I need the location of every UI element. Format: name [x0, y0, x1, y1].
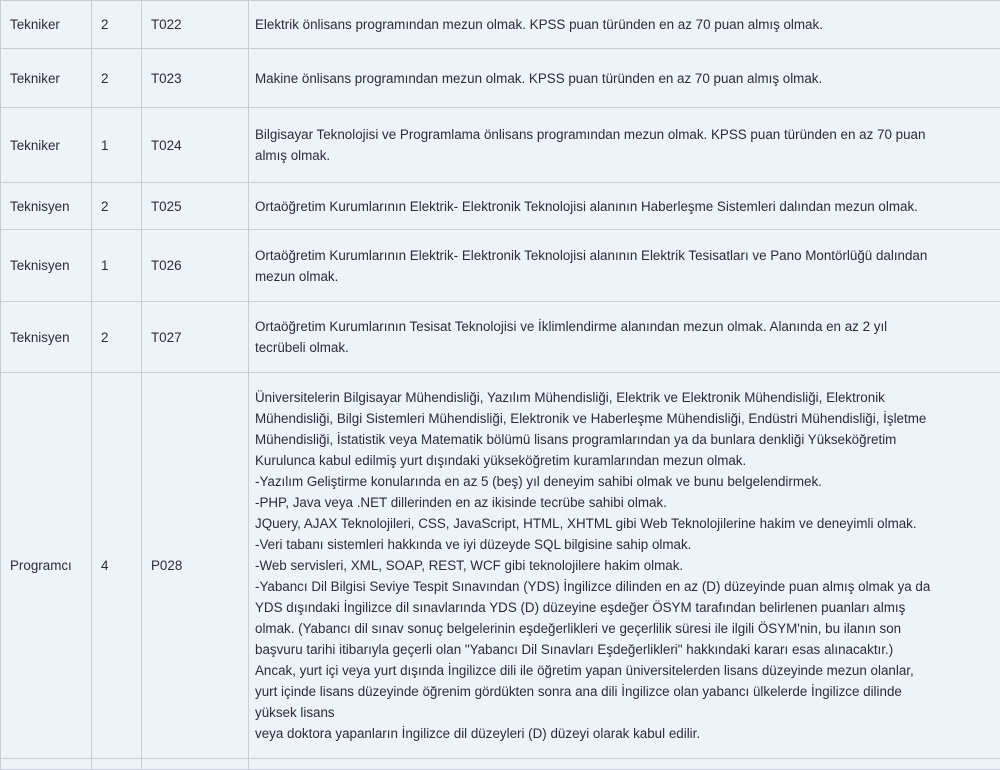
position-title: Tekniker: [1, 108, 92, 183]
requirement-line: Ortaöğretim Kurumlarının Elektrik- Elektronik Teknolojisi alanının Elektrik Tesisatları ve Pano Montörlüğü dalından: [255, 245, 994, 266]
position-code: T023: [142, 49, 249, 108]
requirement-line: Kurulunca kabul edilmiş yurt dışındaki yükseköğretim kuramlarından mezun olmak.: [255, 450, 994, 471]
position-count: 2: [92, 1, 142, 49]
requirement-line: Ancak, yurt içi veya yurt dışında İngilizce dili ile öğretim yapan üniversitelerden lisans düzeyinde mezun olanlar,: [255, 660, 994, 681]
position-title: Teknisyen: [1, 183, 92, 230]
table-row: [1, 230, 1000, 302]
position-requirements: [249, 108, 1000, 183]
table-row: [1, 108, 1000, 183]
position-code: P028: [142, 373, 249, 759]
requirement-line: -Yazılım Geliştirme konularında en az 5 (beş) yıl deneyim sahibi olmak ve bunu belgelendirmek.: [255, 471, 994, 492]
empty-cell: [249, 759, 1000, 770]
requirement-line: olmak. (Yabancı dil sınav sonuç belgelerinin eşdeğerlikleri ve geçerlilik süresi ile ilgili ÖSYM'nin, bu ilanın son: [255, 618, 994, 639]
requirement-line: JQuery, AJAX Teknolojileri, CSS, JavaScript, HTML, XHTML gibi Web Teknolojilerine hakim ve deneyimli olmak.: [255, 513, 994, 534]
table-row: [1, 49, 1000, 108]
position-code: T026: [142, 230, 249, 302]
requirement-line: yüksek lisans: [255, 702, 994, 723]
position-count: 1: [92, 230, 142, 302]
requirement-line: Elektrik önlisans programından mezun olmak. KPSS puan türünden en az 70 puan almış olmak.: [255, 14, 994, 35]
table-row: [1, 183, 1000, 230]
position-requirements: [249, 1, 1000, 49]
requirement-line: Ortaöğretim Kurumlarının Elektrik- Elektronik Teknolojisi alanının Haberleşme Sistemleri dalından mezun olmak.: [255, 196, 994, 217]
position-requirements: [249, 302, 1000, 373]
position-code: T024: [142, 108, 249, 183]
empty-cell: [142, 759, 249, 770]
table-row: [1, 302, 1000, 373]
requirement-line: YDS dışındaki İngilizce dil sınavlarında YDS (D) düzeyine eşdeğer ÖSYM tarafından belirlenen puanları almış: [255, 597, 994, 618]
position-requirements: [249, 183, 1000, 230]
position-count: 2: [92, 302, 142, 373]
requirement-line: mezun olmak.: [255, 266, 994, 287]
position-requirements: [249, 373, 1000, 759]
requirement-line: Mühendisliği, Bilgi Sistemleri Mühendisliği, Elektronik ve Haberleşme Mühendisliği, Endüstri Mühendisliği, İşletme: [255, 408, 994, 429]
requirement-line: Ortaöğretim Kurumlarının Tesisat Teknolojisi ve İklimlendirme alanından mezun olmak. Alanında en az 2 yıl: [255, 316, 994, 337]
requirement-line: veya doktora yapanların İngilizce dil düzeyleri (D) düzeyi olarak kabul edilir.: [255, 723, 994, 744]
position-count: 1: [92, 108, 142, 183]
position-requirements: [249, 49, 1000, 108]
requirement-line: -Yabancı Dil Bilgisi Seviye Tespit Sınavından (YDS) İngilizce dilinden en az (D) düzeyinde puan almış olmak ya da: [255, 576, 994, 597]
requirement-line: almış olmak.: [255, 145, 994, 166]
position-count: 2: [92, 49, 142, 108]
position-title: Teknisyen: [1, 230, 92, 302]
position-code: T027: [142, 302, 249, 373]
position-requirements: [249, 230, 1000, 302]
table-row: [1, 1, 1000, 49]
empty-cell: [92, 759, 142, 770]
requirement-line: -Veri tabanı sistemleri hakkında ve iyi düzeyde SQL bilgisine sahip olmak.: [255, 534, 994, 555]
position-count: 4: [92, 373, 142, 759]
position-count: 2: [92, 183, 142, 230]
position-title: Teknisyen: [1, 302, 92, 373]
table-row: [1, 759, 1000, 770]
requirement-line: başvuru tarihi itibarıyla geçerli olan "Yabancı Dil Sınavları Eşdeğerlikleri" hakkındaki kararı esas alınacaktır.): [255, 639, 994, 660]
table-row: [1, 373, 1000, 759]
position-code: T022: [142, 1, 249, 49]
requirement-line: -Web servisleri, XML, SOAP, REST, WCF gibi teknolojilere hakim olmak.: [255, 555, 994, 576]
requirement-line: Bilgisayar Teknolojisi ve Programlama önlisans programından mezun olmak. KPSS puan türünden en az 70 puan: [255, 124, 994, 145]
position-code: T025: [142, 183, 249, 230]
position-title: Tekniker: [1, 49, 92, 108]
requirement-line: Üniversitelerin Bilgisayar Mühendisliği, Yazılım Mühendisliği, Elektrik ve Elektronik Mühendisliği, Elektronik: [255, 387, 994, 408]
requirement-line: Makine önlisans programından mezun olmak. KPSS puan türünden en az 70 puan almış olmak.: [255, 68, 994, 89]
requirement-line: tecrübeli olmak.: [255, 337, 994, 358]
position-title: Tekniker: [1, 1, 92, 49]
requirement-line: -PHP, Java veya .NET dillerinden en az ikisinde tecrübe sahibi olmak.: [255, 492, 994, 513]
requirement-line: Mühendisliği, İstatistik veya Matematik bölümü lisans programlarından ya da bunlara denkliği Yükseköğretim: [255, 429, 994, 450]
position-title: Programcı: [1, 373, 92, 759]
empty-cell: [1, 759, 92, 770]
requirement-line: yurt içinde lisans düzeyinde öğrenim gördükten sonra ana dili İngilizce olan yabancı ülkelerde İngilizce dilinde: [255, 681, 994, 702]
